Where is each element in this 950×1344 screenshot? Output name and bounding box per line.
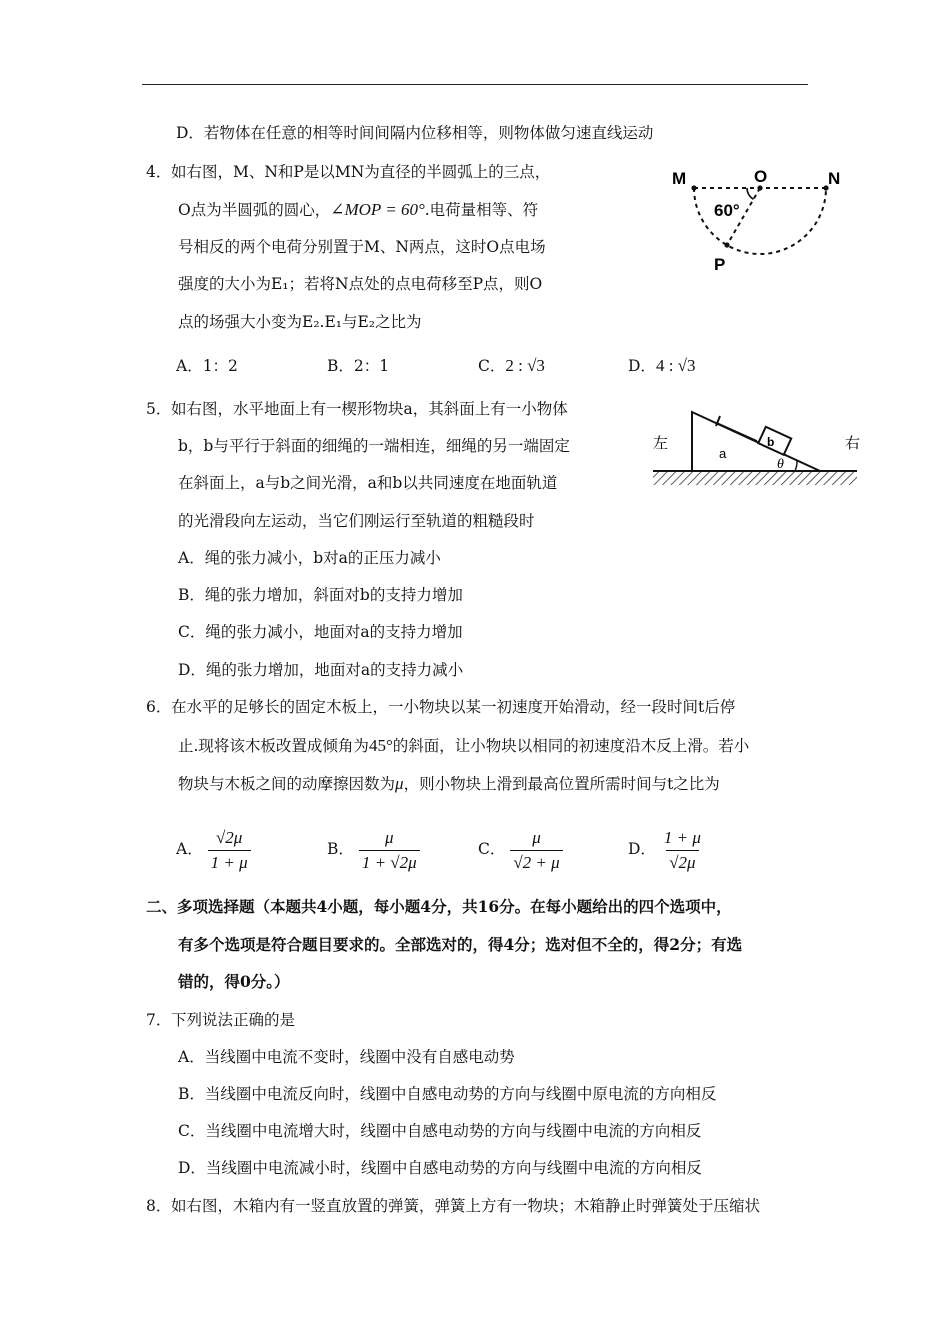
q6-number: 6． [146, 698, 172, 716]
label-theta: θ [777, 457, 784, 472]
q4-line1: 如右图，M、N和P是以MN为直径的半圆弧上的三点， [171, 163, 551, 181]
label-n: N [828, 169, 841, 188]
q5-wedge-figure [645, 400, 865, 492]
q6-option-b-label: B． [327, 840, 354, 858]
q6-option-b-fraction [359, 828, 420, 873]
q6-option-d [628, 823, 704, 875]
q6-mu-math: μ [395, 774, 404, 793]
label-p: P [714, 255, 726, 274]
fraction-numerator: 1 + μ [663, 827, 701, 847]
q3-option-d: D．若物体在任意的相等时间间隔内位移相等，则物体做匀速直线运动 [176, 124, 654, 142]
q6-line3 [178, 774, 720, 794]
label-left: 左 [653, 434, 669, 452]
point-o [757, 185, 762, 190]
fraction-denominator: 1 + √2μ [359, 850, 420, 873]
q6-line2-text: 止.现将该木板改置成倾角为 [178, 737, 369, 755]
ground-hatching [653, 471, 857, 485]
q4-option-b: B．2：1 [327, 357, 390, 375]
q6-option-c [478, 823, 563, 875]
fraction-numerator: √2μ [215, 827, 243, 847]
q7-option-c: C．当线圈中电流增大时，线圈中自感电动势的方向与线圈中电流的方向相反 [178, 1122, 702, 1140]
q4-line2-text: O点为半圆弧的圆心， [178, 201, 331, 219]
q6-line2 [178, 736, 749, 756]
q5-option-a: A．绳的张力减小，b对a的正压力减小 [178, 549, 441, 567]
q6-angle-math: 45° [368, 736, 393, 755]
q4-option-c-math: 2 : √3 [505, 356, 545, 375]
q4-line2-text-b: .电荷量相等、符 [424, 201, 539, 219]
label-b: b [767, 435, 775, 449]
q5-line1: 如右图，水平地面上有一楔形物块a，其斜面上有一小物体 [171, 400, 568, 418]
point-p [724, 242, 729, 247]
q5-option-b: B．绳的张力增加，斜面对b的支持力增加 [178, 586, 463, 604]
q4-option-c [478, 356, 545, 376]
label-right: 右 [845, 434, 861, 452]
q5-number: 5． [146, 400, 172, 418]
q8-line1: 如右图，木箱内有一竖直放置的弹簧，弹簧上方有一物块；木箱静止时弹簧处于压缩状 [171, 1197, 761, 1215]
q8-number: 8． [146, 1197, 172, 1215]
q4-line4: 强度的大小为E₁；若将N点处的点电荷移至P点，则O [178, 275, 543, 293]
angle-arc [747, 188, 754, 199]
q6-option-a-fraction [208, 828, 251, 873]
q5-line2: b，b与平行于斜面的细绳的一端相连，细绳的另一端固定 [178, 437, 570, 455]
q6-option-c-fraction [510, 828, 562, 873]
label-angle: 60° [714, 201, 740, 220]
q5-option-d: D．绳的张力增加，地面对a的支持力减小 [178, 661, 464, 679]
q4-option-a: A．1：2 [176, 357, 238, 375]
q6-option-a [176, 823, 251, 875]
section2-heading-line1: 二、多项选择题（本题共4小题，每小题4分，共16分。在每小题给出的四个选项中， [146, 897, 732, 916]
q6-option-c-label: C． [478, 840, 506, 858]
q7-stem: 下列说法正确的是 [171, 1011, 296, 1029]
fraction-numerator: μ [384, 827, 394, 847]
q5-line4: 的光滑段向左运动，当它们刚运行至轨道的粗糙段时 [178, 512, 535, 530]
q6-line1: 在水平的足够长的固定木板上，一小物块以某一初速度开始滑动，经一段时间t后停 [171, 698, 736, 716]
section2-heading-line2: 有多个选项是符合题目要求的。全部选对的，得4分；选对但不全的，得2分；有选 [178, 935, 743, 954]
q4-number: 4． [146, 163, 172, 181]
q6-line3-text: 物块与木板之间的动摩擦因数为 [178, 775, 396, 793]
header-rule [142, 84, 808, 85]
q6-line2-text-b: 的斜面，让小物块以相同的初速度沿木反上滑。若小 [392, 737, 750, 755]
label-a: a [719, 446, 727, 461]
section2-heading-line3: 错的，得0分。） [178, 972, 290, 991]
fraction-numerator: μ [532, 827, 541, 847]
q4-line3: 号相反的两个电荷分别置于M、N两点，这时O点电场 [178, 238, 546, 256]
q4-option-d [628, 356, 696, 376]
q4-option-d-math: 4 : √3 [655, 356, 696, 375]
q4-line2 [178, 200, 538, 220]
fraction-denominator: √2μ [666, 850, 698, 873]
q4-line5: 点的场强大小变为E₂.E₁与E₂之比为 [178, 313, 422, 331]
q4-semicircle-figure [664, 164, 844, 276]
q6-line3-text-b: ，则小物块上滑到最高位置所需时间与t之比为 [403, 775, 720, 793]
q4-angle-math: ∠MOP = 60° [330, 200, 425, 219]
wedge-a [692, 412, 820, 471]
q6-option-b [327, 823, 420, 875]
q5-line3: 在斜面上，a与b之间光滑，a和b以共同速度在地面轨道 [178, 474, 558, 492]
q7-number: 7． [146, 1011, 172, 1029]
point-m [691, 185, 696, 190]
q7-option-a: A．当线圈中电流不变时，线圈中没有自感电动势 [178, 1048, 515, 1066]
q7-option-b: B．当线圈中电流反向时，线圈中自感电动势的方向与线圈中原电流的方向相反 [178, 1085, 717, 1103]
fraction-denominator: √2 + μ [510, 850, 562, 873]
label-m: M [672, 169, 687, 188]
q4-option-d-label: D． [628, 357, 656, 375]
q7-option-d: D．当线圈中电流减小时，线圈中自感电动势的方向与线圈中电流的方向相反 [178, 1159, 702, 1177]
q5-option-c: C．绳的张力减小，地面对a的支持力增加 [178, 623, 463, 641]
semicircle-arc [694, 188, 826, 254]
q6-option-d-label: D． [628, 840, 656, 858]
q6-option-a-label: A． [176, 840, 203, 858]
fraction-denominator: 1 + μ [208, 850, 251, 873]
label-o: O [754, 167, 768, 186]
q6-option-d-fraction [661, 828, 704, 873]
q4-option-c-label: C． [478, 357, 506, 375]
